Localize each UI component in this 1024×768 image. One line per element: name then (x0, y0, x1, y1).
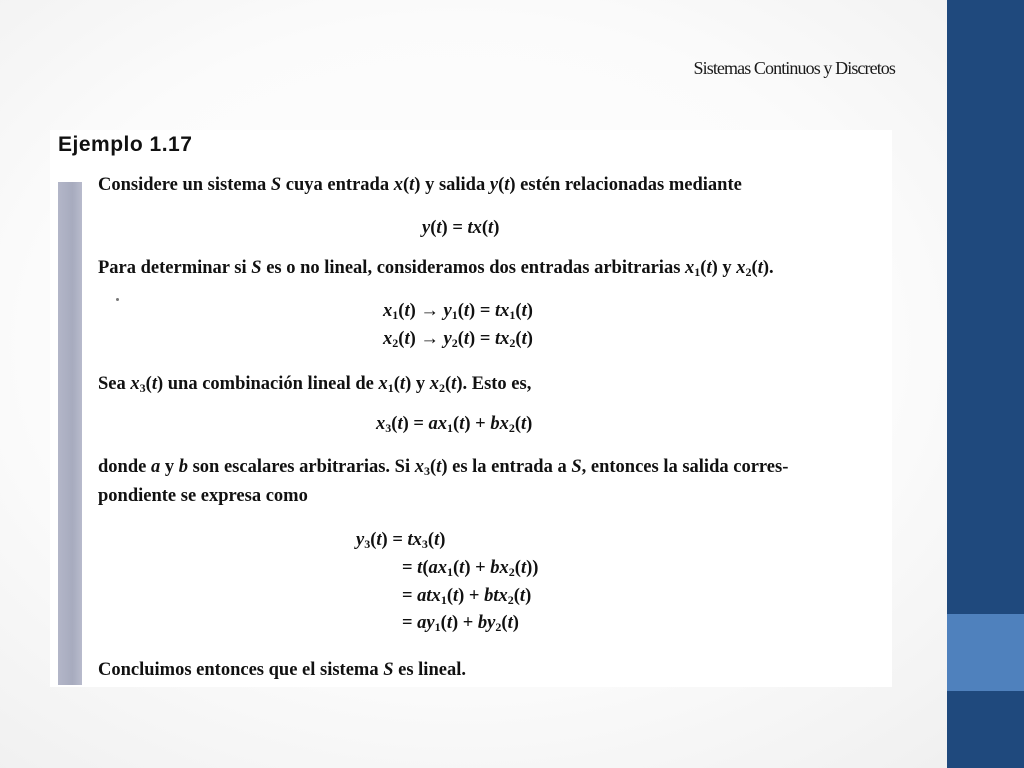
paragraph-3: Sea $x_3(t)$ una combinación lineal de $x_1(t)$ y $x_2(t)$. Esto es, (98, 374, 532, 395)
right-decor-accent (947, 614, 1024, 691)
paragraph-4: donde a y b son escalares arbitrarias. Si $x_3(t)$ es la entrada a S, entonces la salida corres- (98, 457, 789, 478)
equation-system-definition: y(t) = tx(t) (422, 218, 500, 238)
example-heading: Ejemplo 1.17 (58, 133, 193, 156)
scanned-example (50, 130, 892, 687)
paragraph-2: Para determinar si S es o no lineal, consideramos dos entradas arbitrarias $x_1(t)$ y $x_2(t)$. (98, 258, 774, 279)
derivation-line-2: = $t(ax_1(t) + bx_2(t))$ (402, 558, 539, 579)
paragraph-4-continued: pondiente se expresa como (98, 486, 308, 506)
derivation-line-1: $y_3(t) = tx_3(t)$ (356, 530, 446, 551)
scan-margin-strip (58, 182, 82, 685)
paragraph-1: Considere un sistema S cuya entrada x(t) y salida y(t) estén relacionadas mediante (98, 175, 742, 195)
derivation-line-4: = $ay_1(t) + by_2(t)$ (402, 613, 519, 634)
equation-linear-combination: $x_3(t) = ax_1(t) + bx_2(t)$ (376, 414, 533, 435)
equation-input-2: $x_2(t) \to y_2(t) = tx_2(t)$ (383, 329, 533, 350)
scan-speck (116, 298, 119, 301)
derivation-line-3: = atx$_1$(t) + btx$_2$(t) (402, 586, 532, 607)
equation-input-1: $x_1(t) \to y_1(t) = tx_1(t)$ (383, 301, 533, 322)
conclusion: Concluimos entonces que el sistema S es lineal. (98, 660, 466, 680)
slide-title: Sistemas Continuos y Discretos (693, 58, 895, 78)
